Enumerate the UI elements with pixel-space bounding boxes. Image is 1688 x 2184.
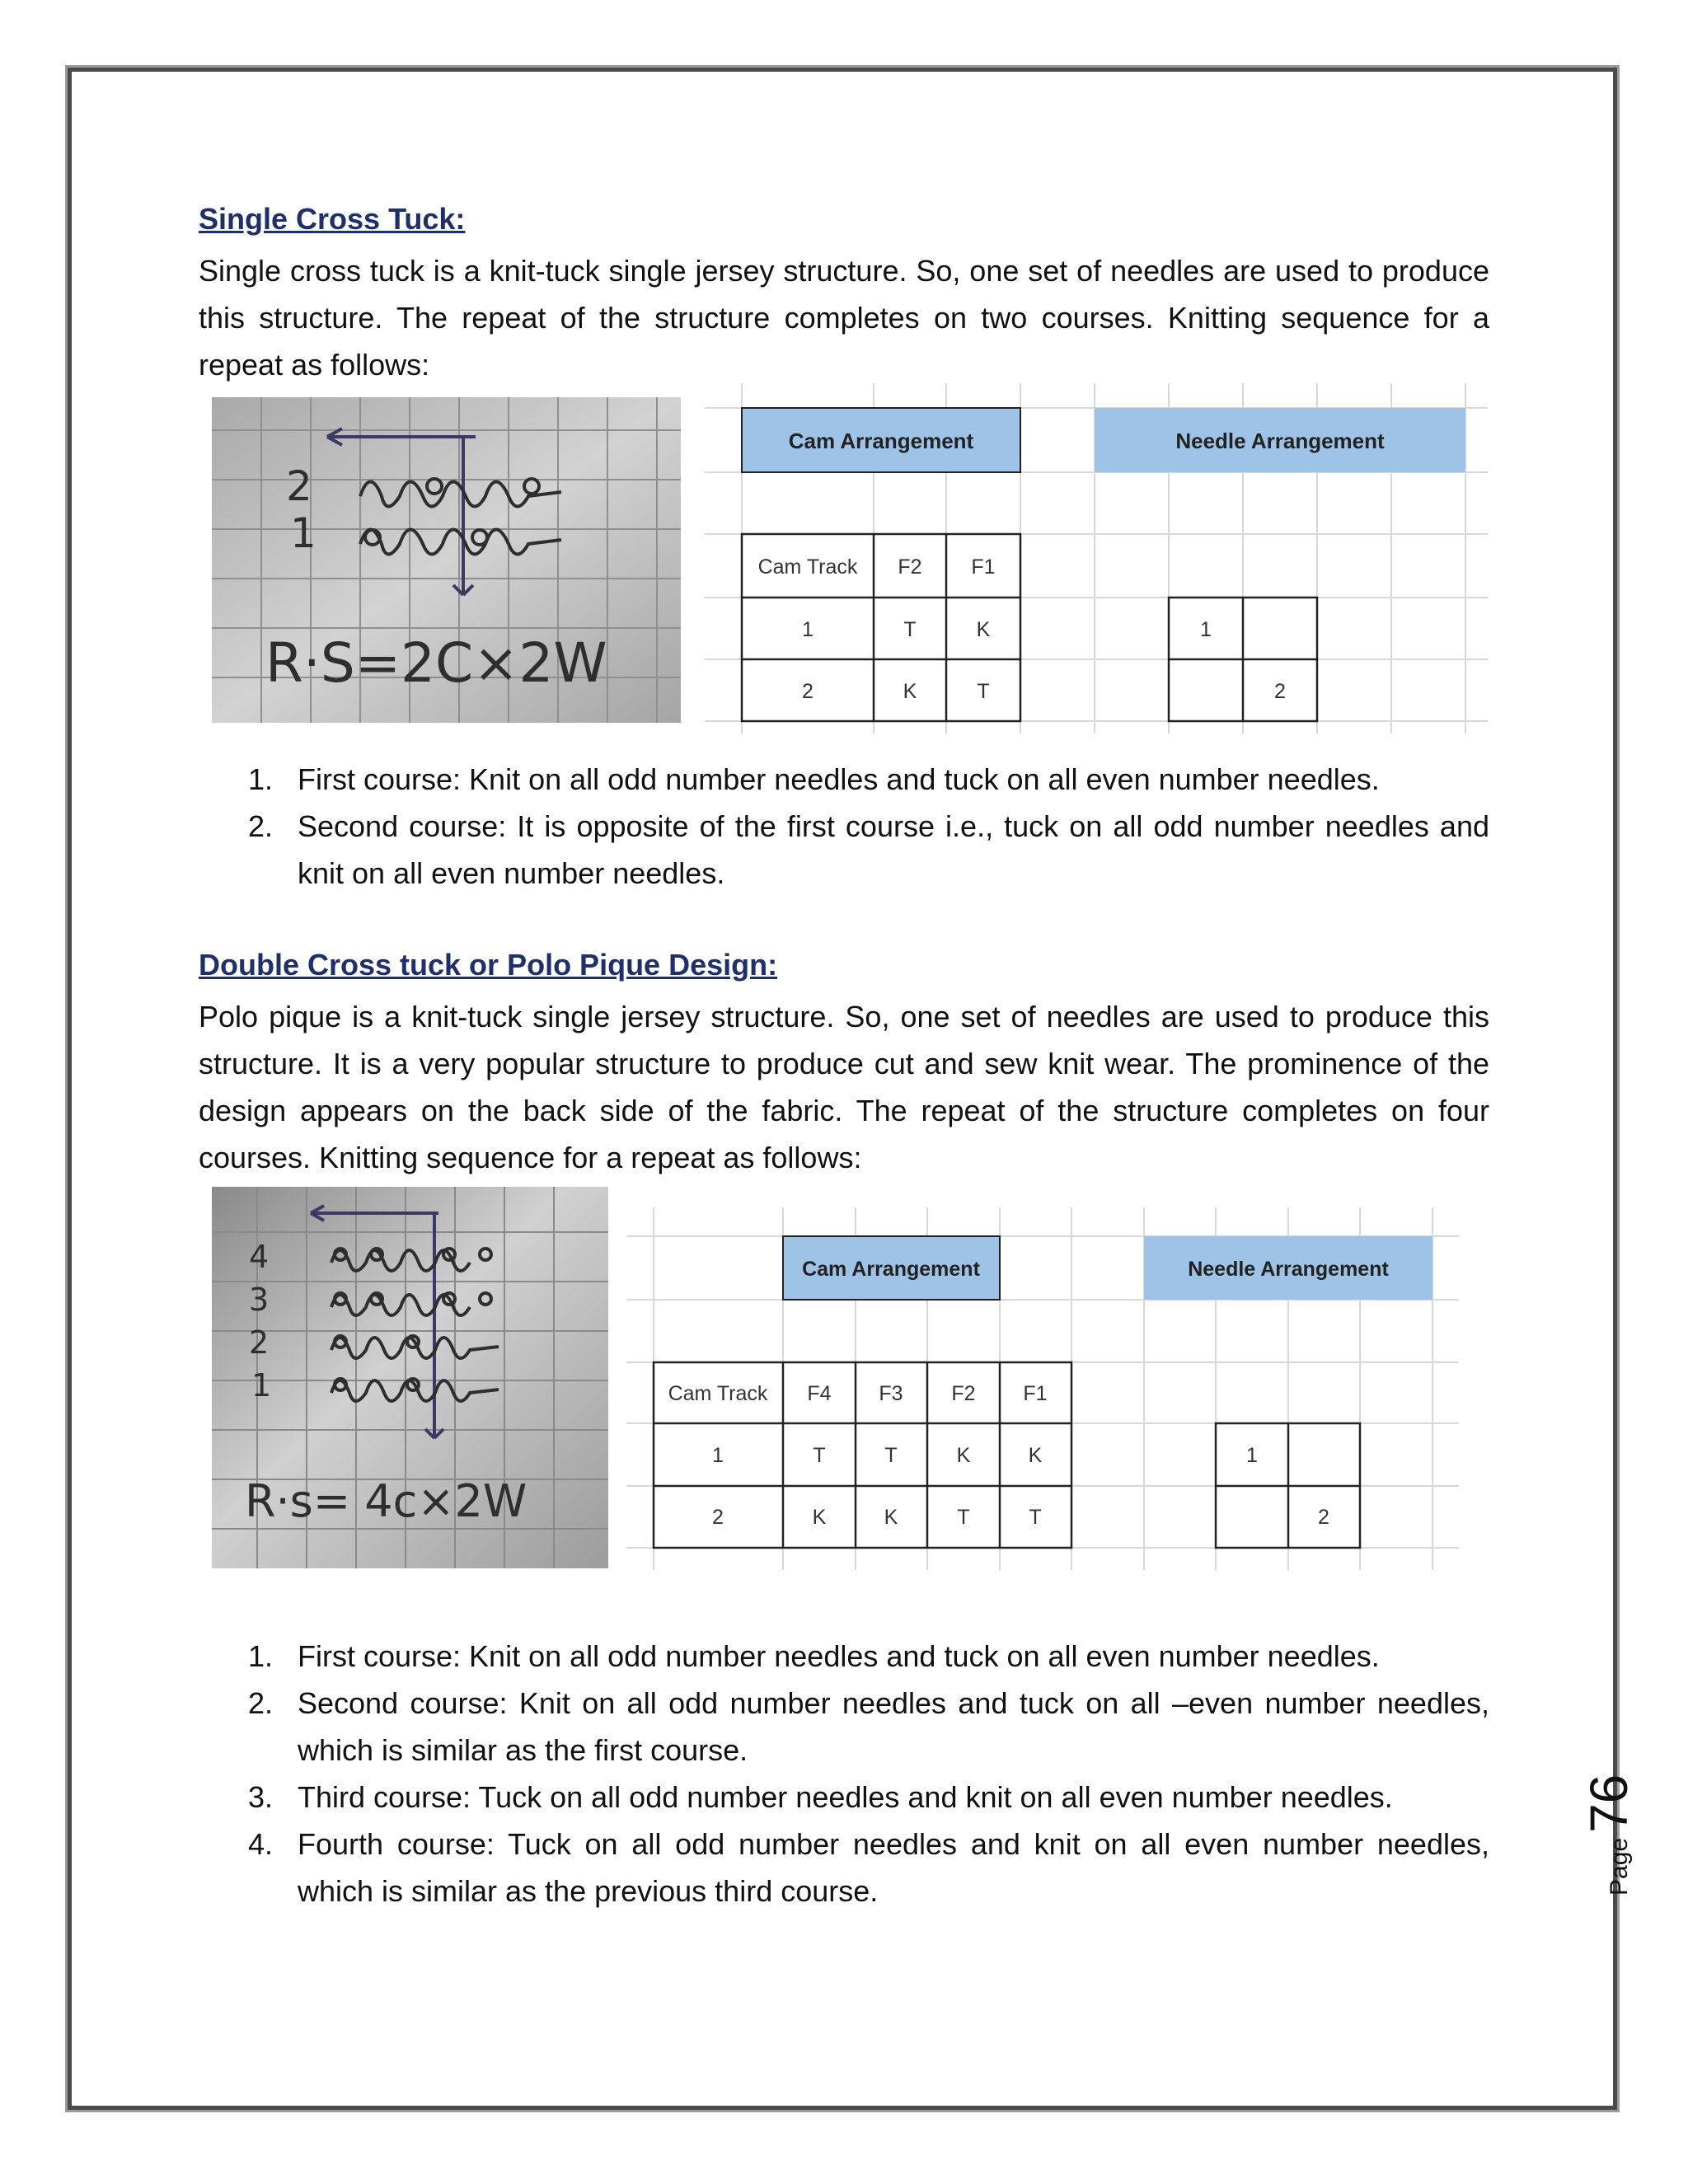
section-heading: Single Cross Tuck: [199,202,466,236]
cam-table-cell: K [884,1506,898,1529]
list-item-text: First course: Knit on all odd number needles and tuck on all even number needles. [298,1639,1380,1673]
cam-table-cell: T [957,1506,970,1529]
needle-table-cell: 2 [1274,680,1286,703]
cam-table-header: F1 [971,555,996,579]
needle-table-cell: 2 [1318,1506,1329,1529]
arrangement-panel-single-cross-tuck [705,383,1488,733]
cam-table-cell: K [976,618,991,641]
section-paragraph: Polo pique is a knit-tuck single jersey structure. So, one set of needles are used to produce this structure. It is a very popular structure to produce cut and sew knit wear. The prominence of the design appears on the back side of the fabric. The repeat of the structure completes on four courses. Knitting sequence for a repeat as follows: [199,1000,1489,1174]
cam-table-cell: 2 [712,1506,724,1529]
cam-table-cell: K [812,1506,827,1529]
list-item-text: First course: Knit on all odd number needles and tuck on all even number needles. [298,762,1380,796]
cam-table [654,1362,1071,1548]
sketch-formula: R·S=2C×2W [265,631,607,695]
needle-table [1169,598,1317,721]
cam-table-header: Cam Track [757,555,858,579]
page-number-label: Page [1606,1837,1633,1896]
cam-table-cell: T [903,618,917,641]
cam-table-cell: K [1028,1444,1043,1467]
list-item-number: 1. [248,762,274,796]
list-item-number: 3. [248,1780,274,1814]
cam-table-cell: T [1029,1506,1042,1529]
cam-table-cell: T [884,1444,898,1467]
cam-table [742,534,1020,721]
needle-arrangement-title: Needle Arrangement [1175,429,1385,453]
list-item [199,1680,1489,1774]
cam-table-header: F3 [879,1382,903,1405]
list-item-text: Second course: Knit on all odd number needles and tuck on all –even number needles, which is similar as the first course. [298,1686,1489,1767]
page-number-value: 76 [1579,1774,1639,1833]
cam-table-cell: K [903,680,917,703]
sketch-row-label: 2 [286,462,312,510]
cam-table-cell: 1 [802,618,814,641]
sketch-row-label: 4 [249,1239,270,1275]
section-single-cross-tuck [199,201,1489,388]
cam-table-cell: T [977,680,990,703]
cam-table-cell: 2 [802,680,814,703]
list-item-text: Third course: Tuck on all odd number needles and knit on all even number needles. [298,1780,1393,1814]
cam-table-cell: 1 [712,1444,724,1467]
cam-table-cell: T [813,1444,826,1467]
cam-table-header: F2 [951,1382,976,1405]
needle-table-cell: 1 [1246,1444,1258,1467]
list-item [199,756,1489,803]
section-paragraph: Single cross tuck is a knit-tuck single jersey structure. So, one set of needles are used to produce this structure. The repeat of the structure completes on two courses. Knitting sequence for a repeat as follows: [199,254,1489,382]
needle-table-cell: 1 [1200,618,1212,641]
sketch-row-label: 1 [251,1367,272,1404]
section-polo-pique [199,947,1489,1181]
cam-table-header: F2 [898,555,922,579]
list-item-text: Second course: It is opposite of the first course i.e., tuck on all odd number needles and knit on all even number needles. [298,809,1489,890]
cam-table-cell: K [956,1444,971,1467]
needle-table [1216,1423,1360,1548]
sketch-formula: R·s= 4c×2W [245,1475,528,1527]
cam-arrangement-title: Cam Arrangement [802,1258,980,1281]
needle-arrangement-title: Needle Arrangement [1188,1258,1389,1281]
list-item-number: 4. [248,1827,274,1861]
sketch-photo-single-cross-tuck [212,397,681,723]
sketch-row-label: 1 [290,509,316,557]
list-item [199,1774,1489,1821]
list-item-number: 1. [248,1639,274,1673]
arrangement-panel-polo-pique [626,1207,1459,1570]
list-item-number: 2. [248,1686,274,1720]
cam-table-header: F4 [807,1382,832,1405]
sketch-photo-polo-pique [212,1187,608,1568]
cam-table-header: Cam Track [668,1382,768,1405]
section-heading: Double Cross tuck or Polo Pique Design: [199,948,778,982]
steps-list-single-cross-tuck [199,756,1489,897]
sketch-row-label: 3 [249,1282,270,1318]
list-item-text: Fourth course: Tuck on all odd number needles and knit on all even number needles, which is similar as the previous third course. [298,1827,1489,1908]
list-item-number: 2. [248,809,274,843]
steps-list-polo-pique [199,1633,1489,1915]
list-item [199,803,1489,897]
list-item [199,1821,1489,1915]
cam-table-header: F1 [1023,1382,1048,1405]
cam-arrangement-title: Cam Arrangement [788,429,974,453]
sketch-row-label: 2 [249,1324,270,1361]
list-item [199,1633,1489,1680]
page-number [1578,1774,1639,1896]
